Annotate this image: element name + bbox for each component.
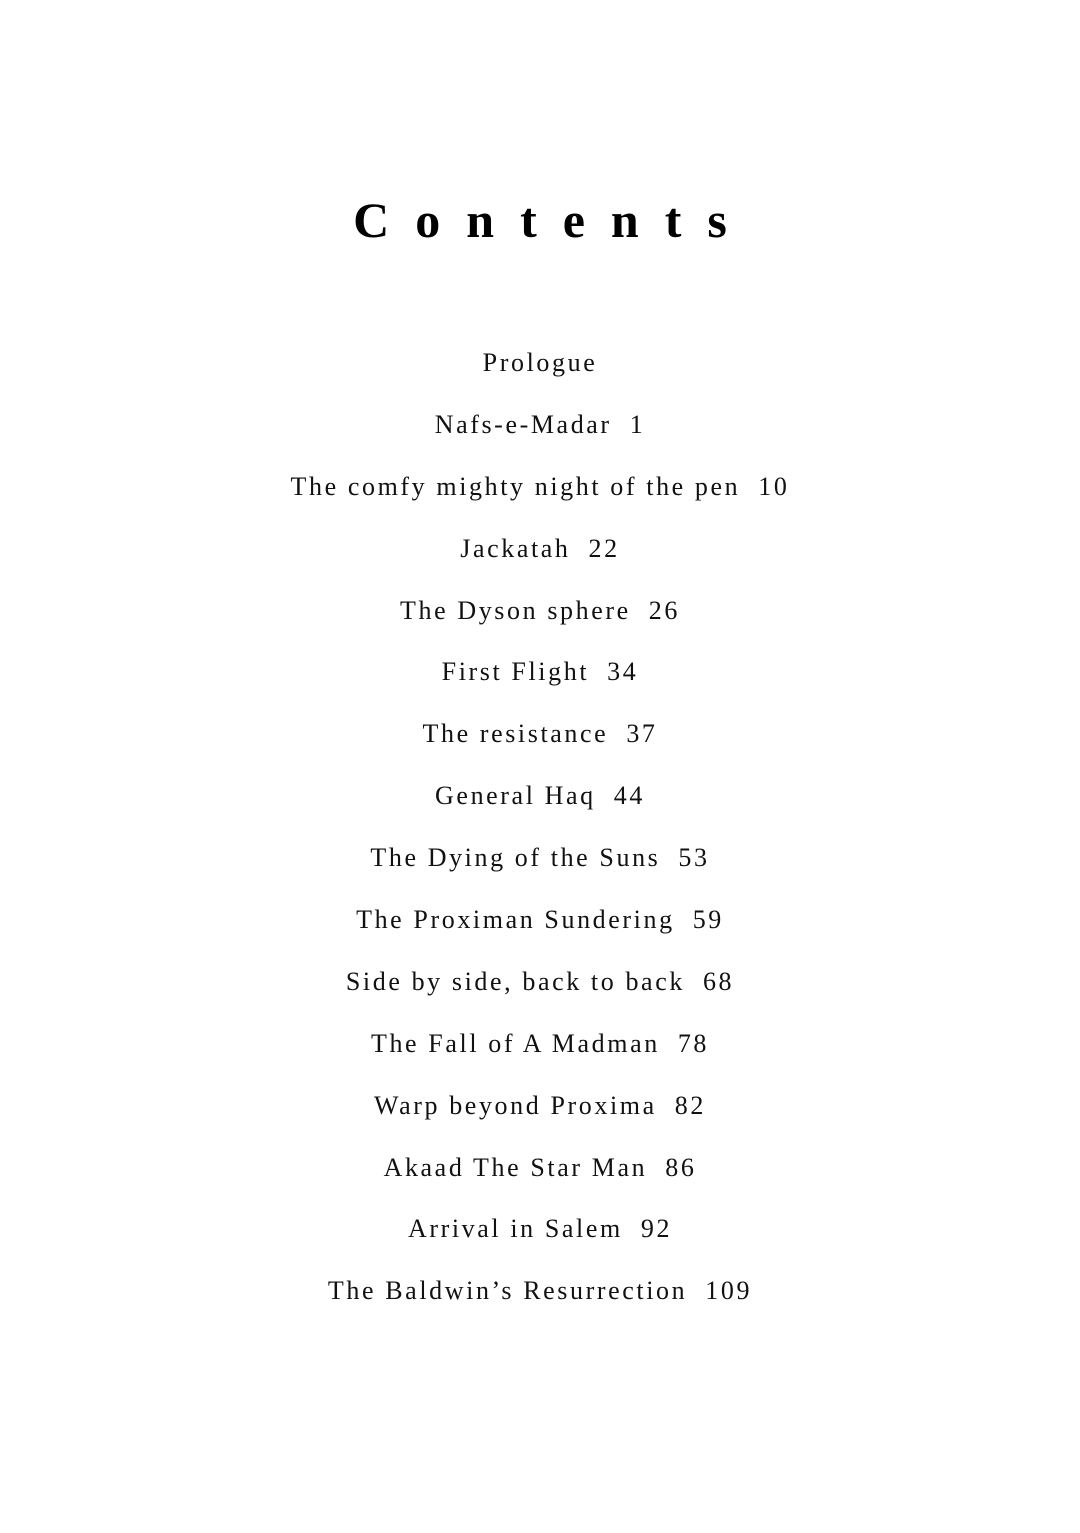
toc-entry-title: The Fall of A Madman: [370, 1028, 660, 1058]
toc-entry-page-number: 34: [607, 657, 639, 687]
toc-entry: [0, 1083, 1080, 1145]
toc-entry-page-number: 109: [705, 1276, 753, 1306]
toc-entry: [0, 711, 1080, 773]
toc-entry-page-number: 68: [702, 966, 735, 996]
table-of-contents: [0, 340, 1080, 1330]
toc-entry: [0, 1021, 1080, 1083]
toc-entry-title: Arrival in Salem: [407, 1214, 623, 1244]
toc-entry-title: Warp beyond Proxima: [374, 1090, 657, 1120]
toc-entry-page-number: 37: [626, 719, 658, 749]
toc-entry: [0, 897, 1080, 959]
toc-entry-title: Jackatah: [460, 533, 571, 563]
toc-entry-title: The Dying of the Suns: [370, 843, 661, 873]
toc-entry: [0, 340, 1080, 402]
toc-entry-title: Akaad The Star Man: [383, 1152, 648, 1182]
toc-entry-page-number: 22: [588, 533, 620, 563]
toc-entry: [0, 402, 1080, 464]
toc-entry-page-number: 82: [674, 1090, 706, 1120]
toc-entry-title: Prologue: [482, 348, 598, 377]
toc-entry: [0, 526, 1080, 588]
toc-entry-title: The resistance: [422, 719, 609, 749]
toc-entry-title: Side by side, back to back: [345, 966, 685, 996]
toc-entry: [0, 959, 1080, 1021]
toc-entry-page-number: 26: [648, 595, 680, 625]
toc-entry-title: The Proximan Sundering: [356, 905, 675, 935]
toc-entry: [0, 835, 1080, 897]
toc-entry-title: General Haq: [435, 781, 596, 811]
toc-entry-page-number: 10: [758, 471, 790, 501]
toc-entry: [0, 588, 1080, 650]
toc-entry: [0, 649, 1080, 711]
toc-entry: [0, 464, 1080, 526]
toc-entry: [0, 1268, 1080, 1330]
toc-entry-title: The Dyson sphere: [400, 595, 631, 625]
toc-entry-title: The Baldwin’s Resurrection: [327, 1276, 688, 1306]
toc-entry-title: The comfy mighty night of the pen: [290, 471, 741, 501]
toc-entry-page-number: 86: [665, 1152, 697, 1182]
toc-entry: [0, 773, 1080, 835]
toc-entry-page-number: 92: [640, 1214, 673, 1244]
toc-entry-page-number: 59: [692, 905, 724, 935]
toc-entry-title: Nafs-e-Madar: [434, 409, 612, 439]
toc-entry: [0, 1145, 1080, 1207]
toc-entry: [0, 1206, 1080, 1268]
toc-entry-page-number: 53: [678, 843, 710, 873]
page-title: Contents: [353, 192, 753, 248]
toc-entry-page-number: 44: [613, 781, 645, 811]
toc-entry-page-number: 1: [629, 409, 646, 439]
toc-entry-title: First Flight: [441, 657, 590, 687]
toc-entry-page-number: 78: [677, 1028, 710, 1058]
